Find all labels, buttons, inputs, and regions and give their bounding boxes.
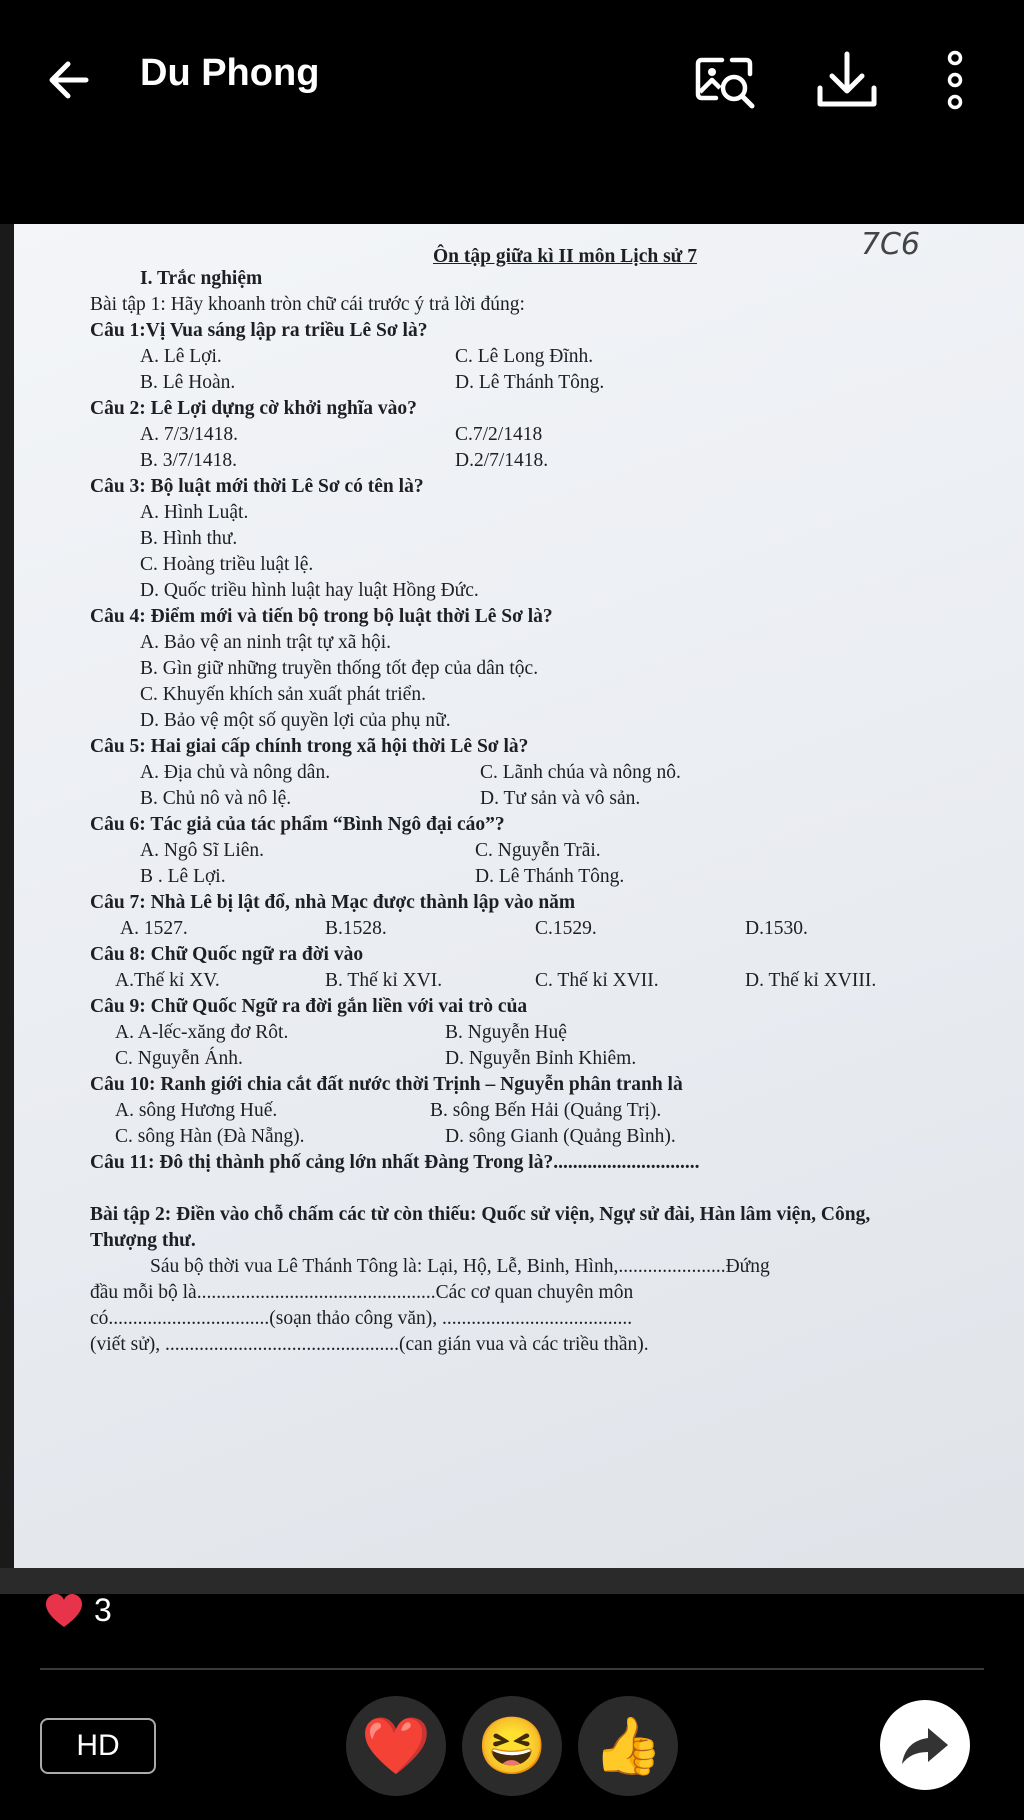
question-11: Câu 11: Đô thị thành phố cảng lớn nhất Đàng Trong là?.............................. <box>90 1152 700 1173</box>
question-8: Câu 8: Chữ Quốc ngữ ra đời vào <box>90 944 364 965</box>
option: C. Lê Long Đĩnh. <box>455 346 594 367</box>
share-button[interactable] <box>880 1700 970 1790</box>
exercise-instruction: Bài tập 1: Hãy khoanh tròn chữ cái trước ý trả lời đúng: <box>90 294 525 315</box>
handwritten-note: 7C6 <box>860 227 920 262</box>
option: B. Hình thư. <box>140 528 238 549</box>
option: C. Lãnh chúa và nông nô. <box>480 762 681 783</box>
option: B. Lê Hoàn. <box>140 372 236 393</box>
option: D. Lê Thánh Tông. <box>455 372 605 393</box>
question-7: Câu 7: Nhà Lê bị lật đổ, nhà Mạc được thành lập vào năm <box>90 892 576 913</box>
option: B. sông Bến Hải (Quảng Trị). <box>430 1100 662 1121</box>
exam-document <box>90 227 940 1358</box>
like-counter[interactable] <box>44 1592 112 1629</box>
option: D. Tư sản và vô sản. <box>480 788 641 809</box>
option: A. 1527. <box>120 918 188 939</box>
option: D. Lê Thánh Tông. <box>475 866 625 887</box>
photo-viewer[interactable] <box>0 224 1024 1594</box>
arrow-left-icon <box>40 50 100 110</box>
option: B . Lê Lợi. <box>140 866 226 887</box>
option: A. Bảo vệ an ninh trật tự xã hội. <box>140 632 392 653</box>
exercise-2-title: Bài tập 2: Điền vào chỗ chấm các từ còn thiếu: Quốc sử viện, Ngự sử đài, Hàn lâm viện, Công, Thượng thư. <box>90 1204 871 1251</box>
thumbs-up-icon: 👍 <box>593 1714 663 1777</box>
question-5: Câu 5: Hai giai cấp chính trong xã hội thời Lê Sơ là? <box>90 736 529 757</box>
option: B. 3/7/1418. <box>140 450 237 471</box>
option: C. Nguyễn Ánh. <box>115 1048 243 1069</box>
option: C. Hoàng triều luật lệ. <box>140 554 314 575</box>
fill-in-line: Sáu bộ thời vua Lê Thánh Tông là: Lại, Hộ, Lễ, Binh, Hình,......................Đứng <box>150 1256 770 1277</box>
option: A. Địa chủ và nông dân. <box>140 762 331 783</box>
option: A. Hình Luật. <box>140 502 249 523</box>
option: C. sông Hàn (Đà Nẵng). <box>115 1126 305 1147</box>
option: A. 7/3/1418. <box>140 424 239 445</box>
option: B. Nguyễn Huệ <box>445 1022 567 1043</box>
image-search-icon <box>692 46 762 116</box>
option: C. Thế kỉ XVII. <box>535 970 659 991</box>
laughing-face-icon: 😆 <box>477 1714 547 1777</box>
divider <box>40 1668 984 1670</box>
more-vert-icon <box>930 46 980 116</box>
option: B. Gìn giữ những truyền thống tốt đẹp của dân tộc. <box>140 658 539 679</box>
option: D. Thế kỉ XVIII. <box>745 970 877 991</box>
heart-reaction-icon: ❤️ <box>361 1714 431 1777</box>
question-2: Câu 2: Lê Lợi dựng cờ khởi nghĩa vào? <box>90 398 417 419</box>
hd-button[interactable]: HD <box>40 1718 156 1774</box>
fill-in-line: đầu mỗi bộ là.................................................Các cơ quan chuyên môn <box>90 1282 634 1303</box>
question-9: Câu 9: Chữ Quốc Ngữ ra đời gắn liền với vai trò của <box>90 996 528 1017</box>
option: C.7/2/1418 <box>455 424 543 445</box>
fill-in-line: (viết sử), ................................................(can gián vua và các triều thần). <box>90 1334 649 1355</box>
option: C.1529. <box>535 918 597 939</box>
option: B.1528. <box>325 918 387 939</box>
download-button[interactable] <box>812 46 882 116</box>
option: A. sông Hương Huế. <box>115 1100 278 1121</box>
section-title: I. Trắc nghiệm <box>140 268 263 289</box>
option: A. Ngô Sĩ Liên. <box>140 840 265 861</box>
document-heading: Ôn tập giữa kì II môn Lịch sử 7 <box>433 246 697 267</box>
question-6: Câu 6: Tác giả của tác phẩm “Bình Ngô đại cáo”? <box>90 814 505 835</box>
option: D.2/7/1418. <box>455 450 549 471</box>
option: B. Chủ nô và nô lệ. <box>140 788 292 809</box>
photo-edge-bottom <box>0 1568 1024 1594</box>
reaction-haha-button[interactable] <box>462 1696 562 1796</box>
question-1: Câu 1:Vị Vua sáng lập ra triều Lê Sơ là? <box>90 320 428 341</box>
option: C. Nguyễn Trãi. <box>475 840 601 861</box>
question-4: Câu 4: Điểm mới và tiến bộ trong bộ luật thời Lê Sơ là? <box>90 606 553 627</box>
reaction-like-button[interactable] <box>578 1696 678 1796</box>
option: D. Nguyễn Bỉnh Khiêm. <box>445 1048 637 1069</box>
option: C. Khuyến khích sản xuất phát triển. <box>140 684 426 705</box>
option: D. Bảo vệ một số quyền lợi của phụ nữ. <box>140 710 451 731</box>
reaction-love-button[interactable] <box>346 1696 446 1796</box>
question-3: Câu 3: Bộ luật mới thời Lê Sơ có tên là? <box>90 476 424 497</box>
back-button[interactable] <box>40 50 100 110</box>
like-count: 3 <box>94 1592 112 1628</box>
option: A. A-lếc-xăng đơ Rôt. <box>115 1022 289 1043</box>
page-title: Du Phong <box>140 52 320 94</box>
top-bar <box>0 0 1024 160</box>
option: B. Thế kỉ XVI. <box>325 970 443 991</box>
download-icon <box>812 46 882 116</box>
image-search-button[interactable] <box>692 46 762 116</box>
photo-edge <box>0 224 14 1594</box>
option: D.1530. <box>745 918 808 939</box>
option: A. Lê Lợi. <box>140 346 222 367</box>
fill-in-line: có.................................(soạn thảo công văn), ....................................... <box>90 1308 633 1329</box>
heart-icon <box>44 1593 84 1629</box>
more-options-button[interactable] <box>930 46 980 116</box>
share-arrow-icon <box>898 1718 952 1772</box>
option: A.Thế kỉ XV. <box>115 970 220 991</box>
question-10: Câu 10: Ranh giới chia cắt đất nước thời Trịnh – Nguyễn phân tranh là <box>90 1074 683 1095</box>
option: D. sông Gianh (Quảng Bình). <box>445 1126 676 1147</box>
option: D. Quốc triều hình luật hay luật Hồng Đức. <box>140 580 479 601</box>
